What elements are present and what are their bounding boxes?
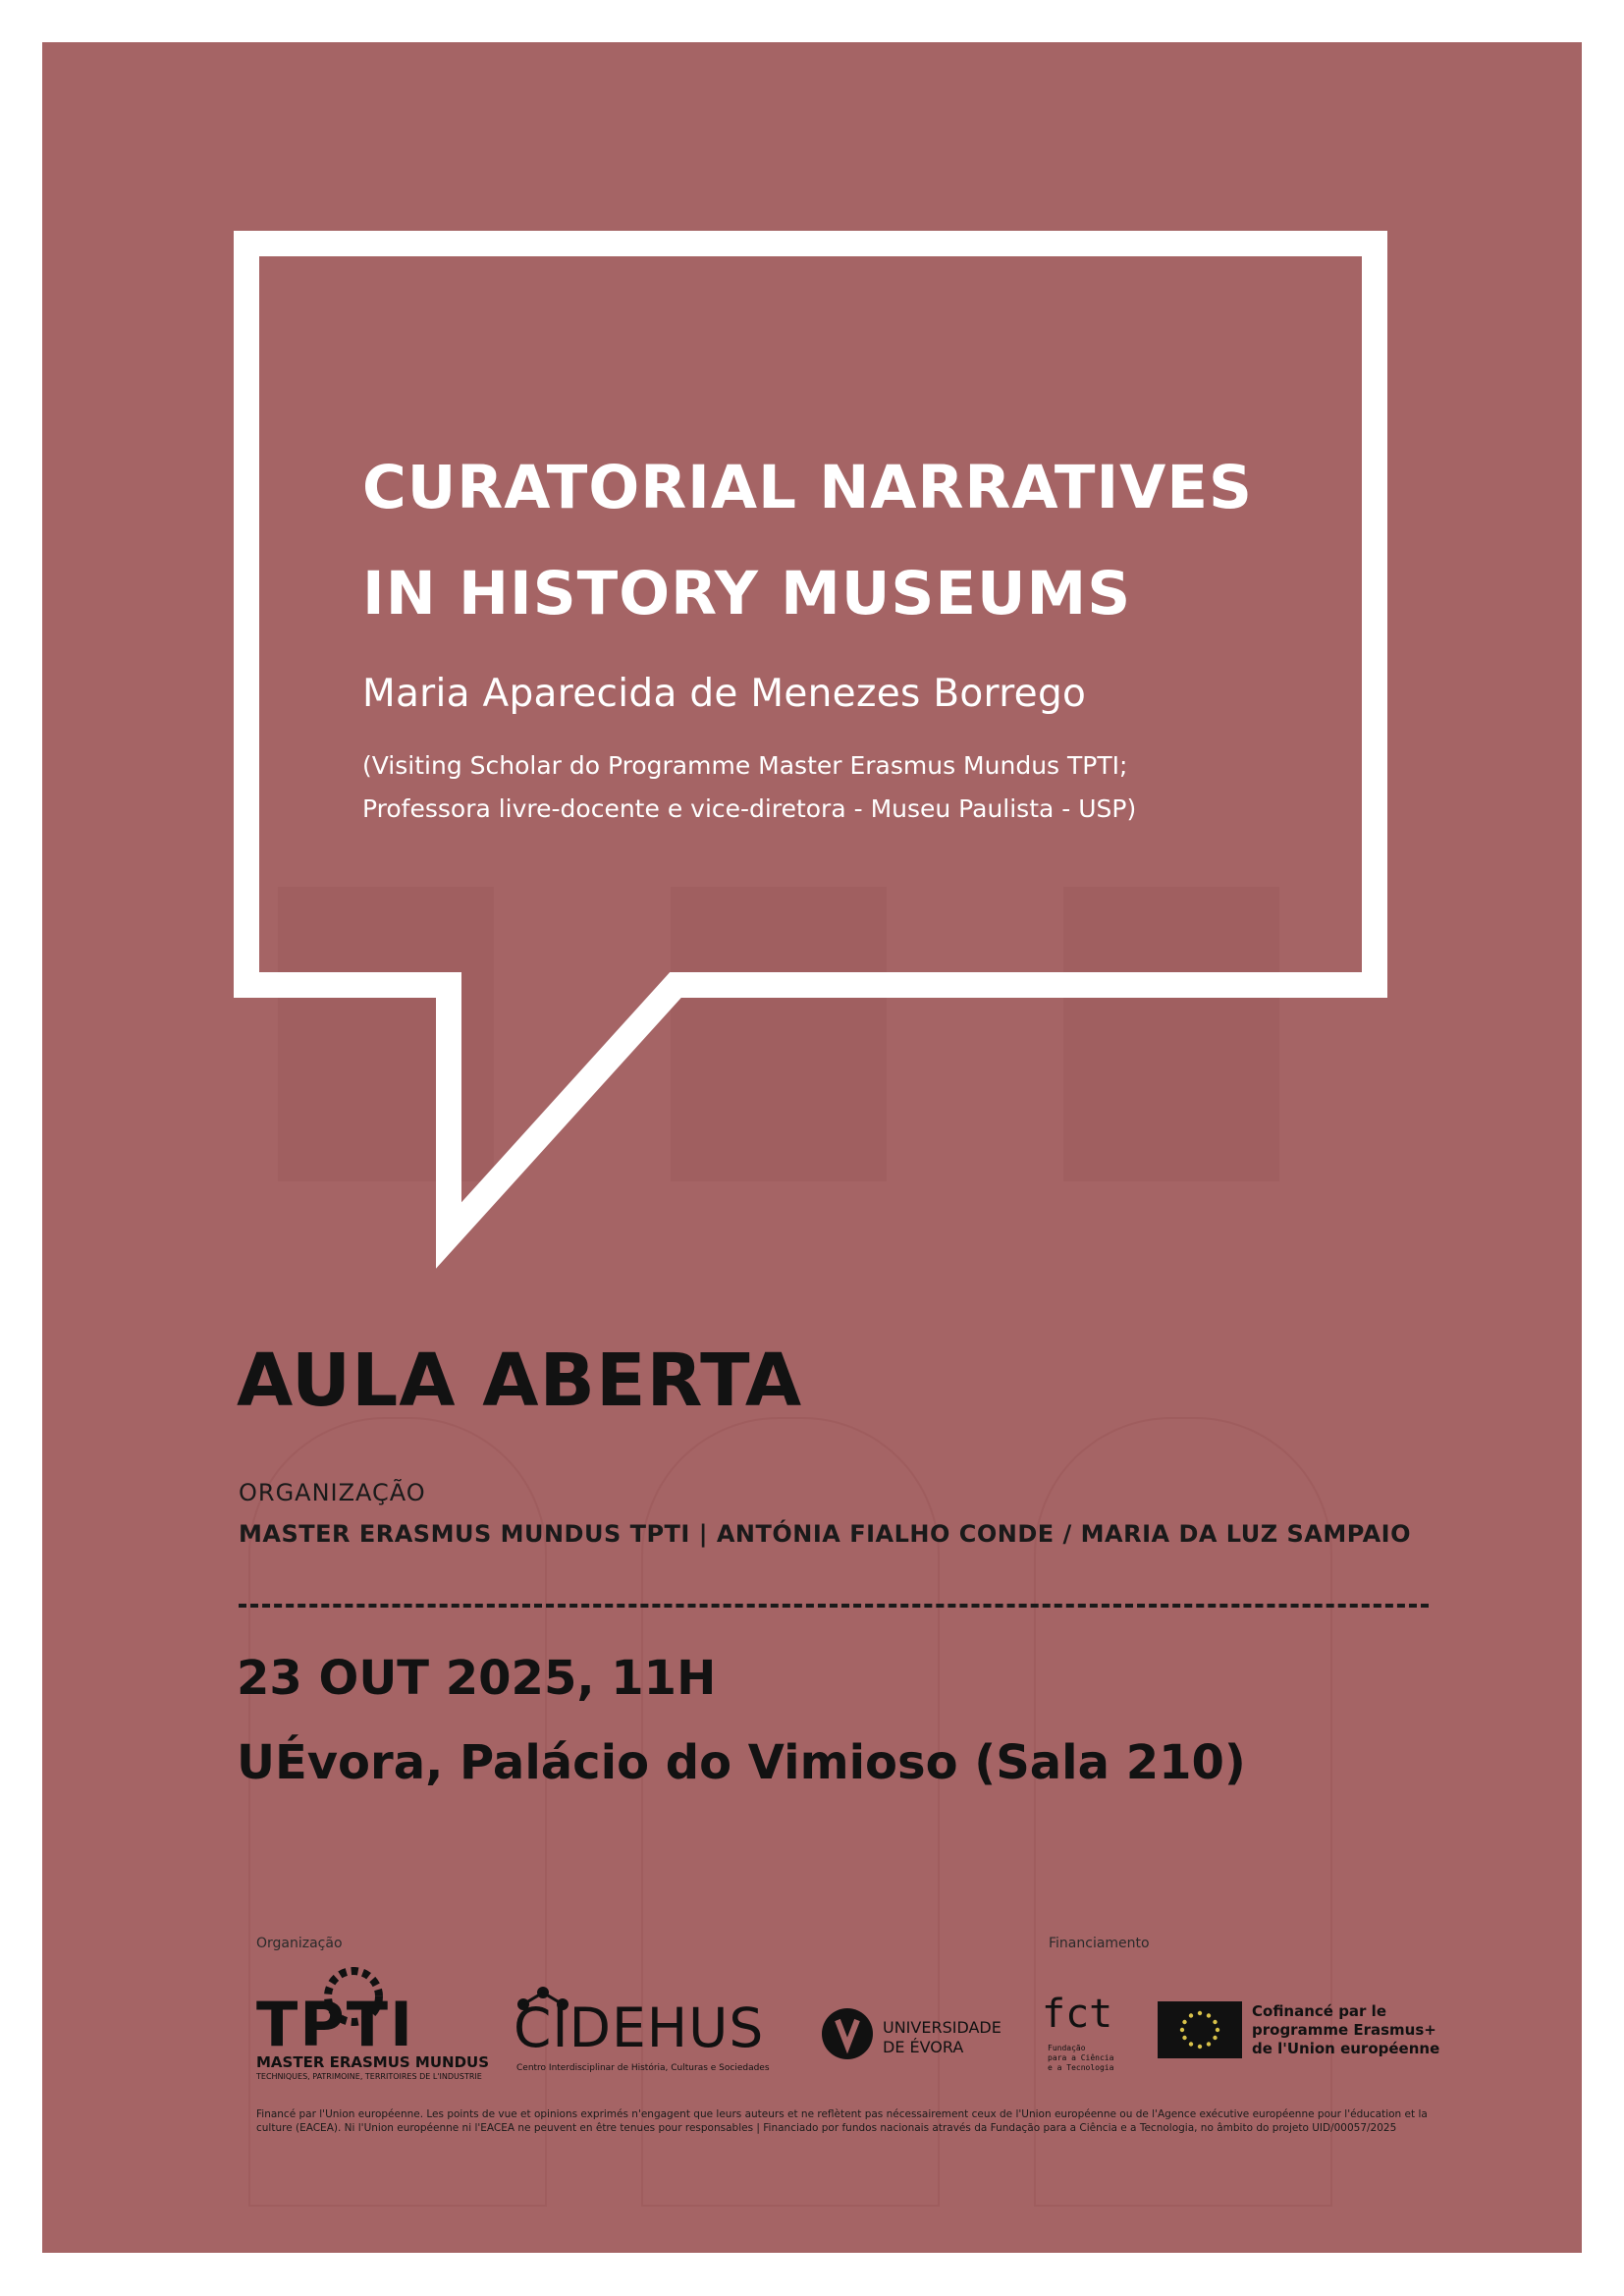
cidehus-logo-subtitle: Centro Interdisciplinar de História, Culturas e Sociedades <box>516 2063 770 2073</box>
event-title <box>362 435 1344 647</box>
disclaimer-line1: Financé par l'Union européenne. Les points de vue et opinions exprimés n'engagent que leurs auteurs et ne reflètent pas nécessairement ceux de l'Union européenne ou de l'Agence exécutive européenne pour l'éducation et la <box>256 2108 1428 2120</box>
fct-sub-line3: e a Tecnologia <box>1048 2063 1114 2072</box>
tpti-logo-tagline: TECHNIQUES, PATRIMOINE, TERRITOIRES DE L'INDUSTRIE <box>256 2072 482 2081</box>
eu-cofunding-text <box>1252 2002 1439 2058</box>
speaker-affiliation <box>362 744 1136 831</box>
disclaimer-line2: culture (EACEA). Ni l'Union européenne ni l'EACEA ne peuvent en être tenues pour responsables | Financiado por fundos nacionais através da Fundação para a Ciência e a Tecnologia, no âmbito do projeto UID/00057/2025 <box>256 2122 1397 2134</box>
tpti-logo-word: TPTI <box>256 1989 415 2060</box>
eu-line1: Cofinancé par le <box>1252 2002 1386 2020</box>
footer-organizacao-label: Organização <box>256 1936 343 1951</box>
event-date: 23 OUT 2025, 11H <box>237 1651 717 1706</box>
fct-sub-line1: Fundação <box>1048 2044 1086 2052</box>
speaker-name: Maria Aparecida de Menezes Borrego <box>362 672 1087 716</box>
fct-logo-subtitle <box>1048 2044 1113 2073</box>
event-venue: UÉvora, Palácio do Vimioso (Sala 210) <box>237 1735 1246 1790</box>
uevora-logo-text <box>883 2018 1001 2057</box>
event-type-headline: AULA ABERTA <box>237 1339 803 1423</box>
event-title-line2: IN HISTORY MUSEUMS <box>362 559 1132 629</box>
organization-label: ORGANIZAÇÃO <box>239 1479 426 1506</box>
organization-value: MASTER ERASMUS MUNDUS TPTI | ANTÓNIA FIALHO CONDE / MARIA DA LUZ SAMPAIO <box>239 1520 1412 1548</box>
footer-financiamento-label: Financiamento <box>1049 1936 1150 1951</box>
uevora-line1: UNIVERSIDADE <box>883 2018 1001 2037</box>
uevora-emblem-icon <box>820 2006 875 2061</box>
uevora-line2: DE ÉVORA <box>883 2038 964 2056</box>
eu-line3: de l'Union européenne <box>1252 2040 1440 2057</box>
eu-flag-icon <box>1158 2001 1242 2058</box>
fct-sub-line2: para a Ciência <box>1048 2053 1114 2062</box>
dashed-divider <box>239 1604 1429 1608</box>
fct-logo-word: fct <box>1042 1992 1113 2037</box>
affiliation-line1: (Visiting Scholar do Programme Master Erasmus Mundus TPTI; <box>362 751 1128 780</box>
cidehus-logo-word: CIDEHUS <box>514 1996 765 2059</box>
event-title-line1: CURATORIAL NARRATIVES <box>362 453 1253 522</box>
affiliation-line2: Professora livre-docente e vice-diretora - Museu Paulista - USP) <box>362 794 1137 823</box>
tpti-logo-subtitle: MASTER ERASMUS MUNDUS <box>256 2053 490 2071</box>
funding-disclaimer <box>256 2107 1435 2135</box>
eu-line2: programme Erasmus+ <box>1252 2021 1436 2039</box>
speech-bubble-frame <box>42 42 1582 1280</box>
poster <box>42 42 1582 2253</box>
